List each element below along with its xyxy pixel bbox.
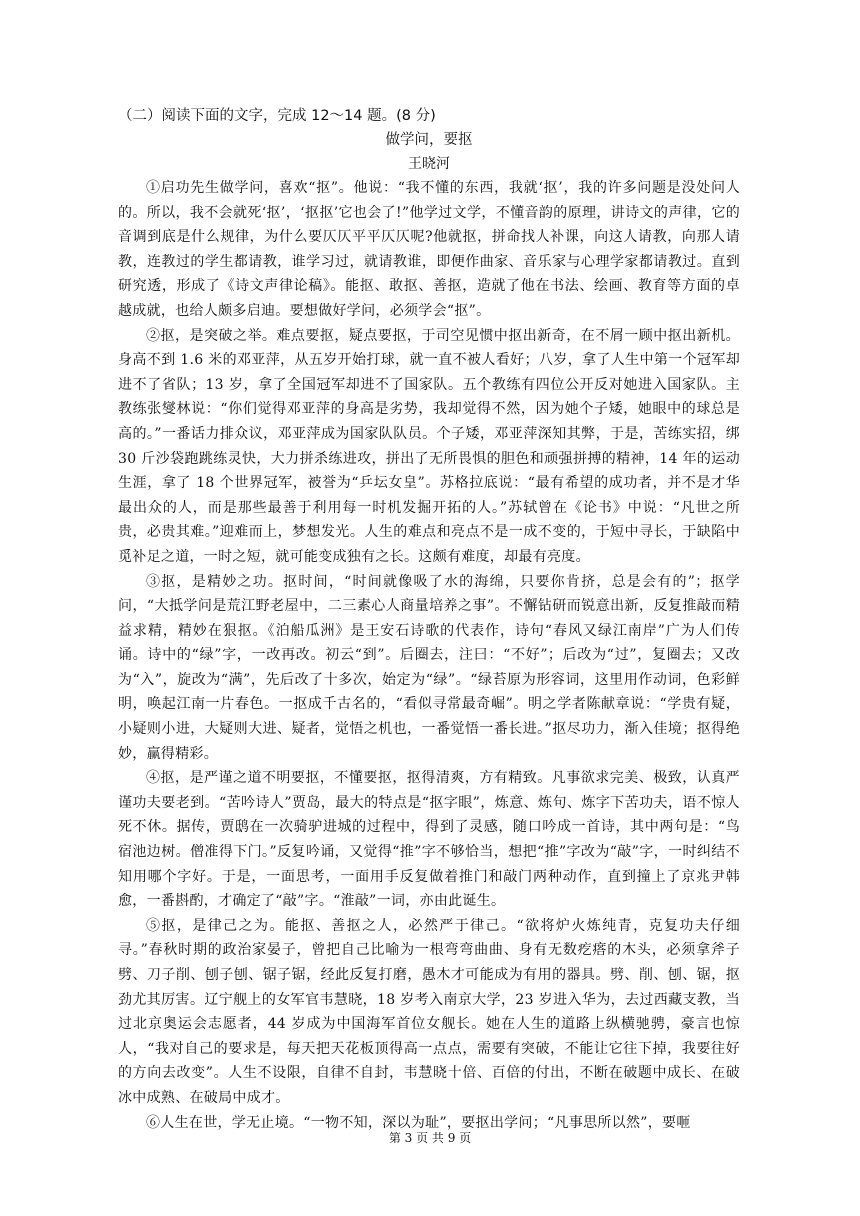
paragraph-1: ①启功先生做学问，喜欢“抠”。他说：“我不懂的东西，我就‘抠’，我的许多问题是没处问人的。所以，我不会就死‘抠’，‘抠抠’它也会了!”他学过文学，不懂音韵的原理，讲诗文的声律，它的音调到底是什么规律，为什么要仄仄平平仄仄呢?他就抠，拼命找人补课，向这人请教，向那人请教，连教过的学生都请教，谁学习过，就请教谁，即便作曲家、音乐家与心理学家都请教过。直到研究透，形成了《诗文声律论稿》。能抠、敢抠、善抠，造就了他在书法、绘画、教育等方面的卓越成就，也给人颇多启迪。要想做好学问，必须学会“抠”。 [118, 180, 740, 319]
paragraph-5: ⑤抠，是律己之为。能抠、善抠之人，必然严于律己。“欲将炉火炼纯青，克复功夫仔细寻。”春秋时期的政治家晏子，曾把自己比喻为一根弯弯曲曲、身有无数疙瘩的木头，必须拿斧子劈、刀子削、刨子刨、锯子锯，经此反复打磨，愚木才可能成为有用的器具。劈、削、刨、锯，抠劲尤其厉害。辽宁舰上的女军官韦慧晓，18 岁考入南京大学，23 岁进入华为，去过西藏支教，当过北京奥运会志愿者，44 岁成为中国海军首位女舰长。她在人生的道路上纵横驰骋，豪言也惊人，“我对自己的要求是，每天把天花板顶得高一点点，需要有突破，不能让它往下掉，我要往好的方向去改变”。人生不设限，自律不自封，韦慧晓十倍、百倍的付出，不断在破题中成长、在破冰中成熟、在破局中成才。 [118, 917, 740, 1106]
article-title: 做学问，要抠 [385, 132, 473, 148]
article-author: 王晓河 [408, 156, 450, 172]
page-content [118, 104, 740, 1135]
page-footer: 第 3 页 共 9 页 [388, 1131, 472, 1145]
paragraph-2: ②抠，是突破之举。难点要抠，疑点要抠，于司空见惯中抠出新奇，在不屑一顾中抠出新机。身高不到 1.6 米的邓亚萍，从五岁开始打球，就一直不被人看好；八岁，拿了人生中第一个冠军却进不了省队；13 岁，拿了全国冠军却进不了国家队。五个教练有四位公开反对她进入国家队。主教练张燮林说：“你们觉得邓亚萍的身高是劣势，我却觉得不然，因为她个子矮，她眼中的球总是高的。”一番话力排众议，邓亚萍成为国家队队员。个子矮，邓亚萍深知其弊，于是，苦练实招，绑 30 斤沙袋跑跳练灵快，大力拼杀练进攻，拼出了无所畏惧的胆色和顽强拼搏的精神，14 年的运动生涯，拿了 18 个世界冠军，被誉为“乒坛女皇”。苏格拉底说：“最有希望的成功者，并不是才华最出众的人，而是那些最善于利用每一时机发掘开拓的人。”苏轼曾在《论书》中说：“凡世之所贵，必贵其难。”迎难而上，梦想发光。人生的难点和亮点不是一成不变的，于短中寻长，于缺陷中觅补足之道，一时之短，就可能变成独有之长。这颇有难度，却最有亮度。 [118, 327, 740, 565]
section-heading: （二）阅读下面的文字，完成 12～14 题。(8 分) [118, 108, 436, 124]
paragraph-6: ⑥人生在世，学无止境。“一物不知，深以为耻”，要抠出学问；“凡事思所以然”，要咂 [146, 1114, 691, 1131]
paragraph-3: ③抠，是精妙之功。抠时间，“时间就像吸了水的海绵，只要你肯挤，总是会有的”；抠学问，“大抵学问是荒江野老屋中，二三素心人商量培养之事”。不懈钻研而锐意出新，反复推敲而精益求精，精妙在狠抠。《泊船瓜洲》是王安石诗歌的代表作，诗句“春风又绿江南岸”广为人们传诵。诗中的“绿”字，一改再改。初云“到”。后圈去，注曰：“不好”；后改为“过”，复圈去；又改为“入”，旋改为“满”，先后改了十多次，始定为“绿”。“绿苔原为形容词，这里用作动词，色彩鲜明，唤起江南一片春色。一抠成千古名的，“看似寻常最奇崛”。明之学者陈献章说：“学贵有疑，小疑则小进，大疑则大进、疑者，觉悟之机也，一番觉悟一番长进。”抠尽功力，渐入佳境；抠得绝妙，赢得精彩。 [118, 573, 740, 762]
paragraph-4: ④抠，是严谨之道不明要抠，不懂要抠，抠得清爽，方有精致。凡事欲求完美、极致，认真严谨功夫要老到。“苦吟诗人”贾岛，最大的特点是“抠字眼”，炼意、炼句、炼字下苦功夫，语不惊人死不休。据传，贾鸱在一次骑驴进城的过程中，得到了灵感，随口吟成一首诗，其中两句是：“鸟宿池边树。僧准得下门。”反复吟诵，又觉得“推”字不够恰当，想把“推”字改为“敲”字，一时纠结不知用哪个字好。于是，一面思考，一面用手反复做着推门和敲门两种动作，直到撞上了京兆尹韩愈，一番斟酌，才确定了“敲”字。“淮敲”一词，亦由此诞生。 [118, 770, 740, 910]
